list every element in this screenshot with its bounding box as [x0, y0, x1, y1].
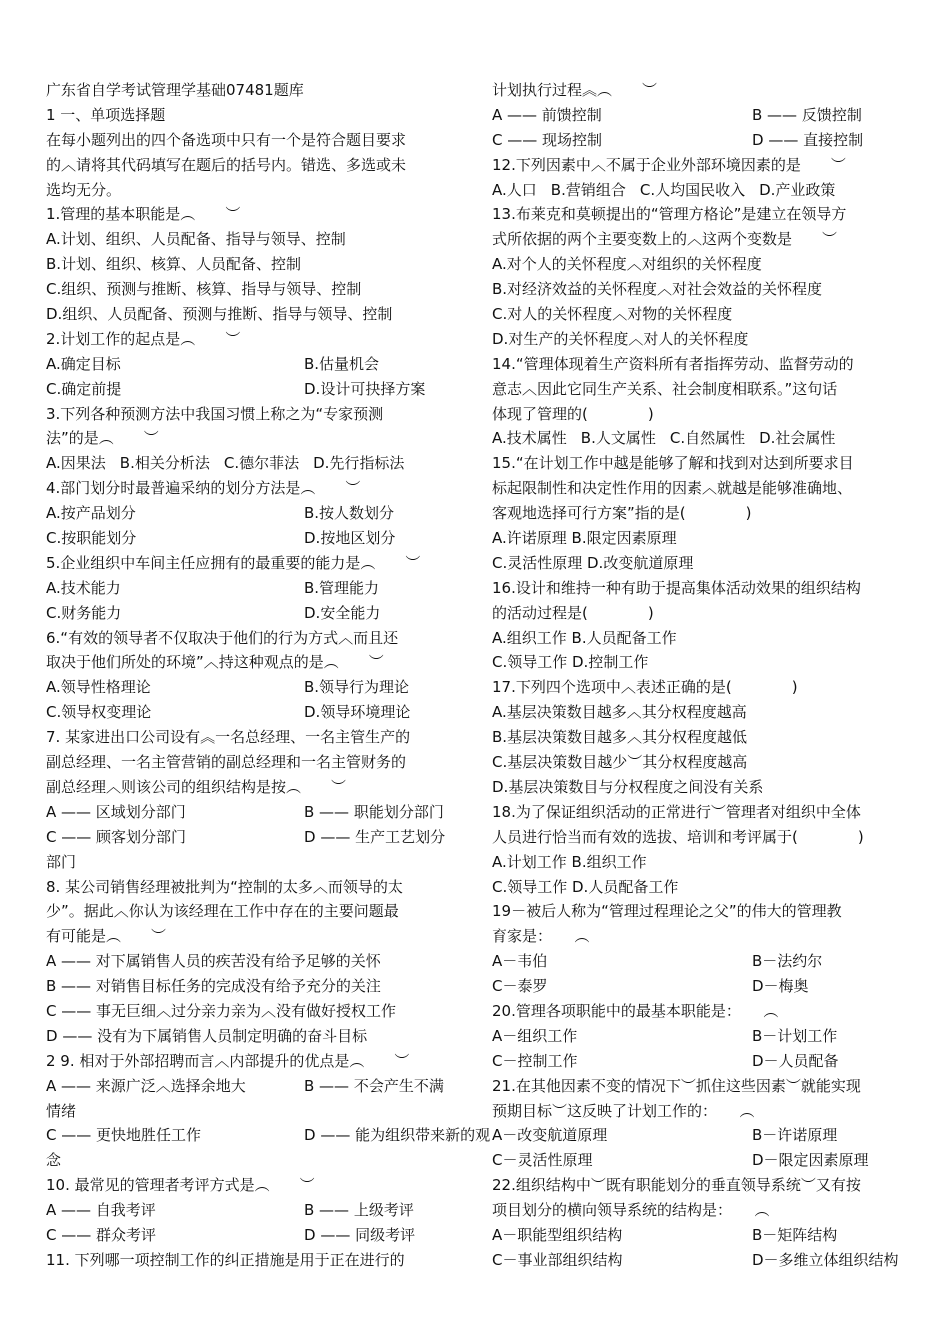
option-text: D.安全能力 [304, 603, 381, 622]
option-text: A－韦伯 [492, 952, 548, 971]
text-line: C.对人的关怀程度︿对物的关怀程度 [492, 305, 733, 324]
text-line: C —— 事无巨细︿过分亲力亲为︿没有做好授权工作 [46, 1001, 397, 1020]
text-line: 体现了管理的( ) [492, 404, 654, 423]
text-line: 6.“有效的领导者不仅取决于他们的行为方式︿而且还 [46, 628, 399, 647]
instructions-line: 在每小题列出的四个备选项中只有一个是符合题目要求 [46, 130, 407, 149]
option-text: C.人均国民收入 [639, 180, 746, 199]
options-row [492, 1123, 908, 1148]
option-text: A —— 前馈控制 [492, 105, 602, 124]
option-text: D —— 直接控制 [752, 130, 864, 149]
text-line: C.灵活性原理 D.改变航道原理 [492, 553, 694, 572]
option-text: A.确定目标 [46, 354, 121, 373]
option-text: A —— 自我考评 [46, 1201, 156, 1220]
right-column [492, 78, 908, 1273]
options-row [46, 352, 461, 377]
option-text: A.技术属性 [492, 429, 567, 448]
option-text: C —— 顾客划分部门 [46, 827, 187, 846]
options-row [46, 1074, 461, 1099]
text-line: 副总经理︿则该公司的组织结构是按︵ ︶ [46, 777, 347, 796]
option-text: B－许诺原理 [752, 1126, 838, 1145]
options-row [492, 1148, 908, 1173]
option-text: B —— 反馈控制 [752, 105, 862, 124]
option-text: C —— 更快地胜任工作 [46, 1126, 202, 1145]
text-line: 部门 [46, 852, 77, 871]
text-line: D —— 没有为下属销售人员制定明确的奋斗目标 [46, 1026, 368, 1045]
option-text: A－职能型组织结构 [492, 1225, 623, 1244]
options-row [46, 377, 461, 402]
text-line: 取决于他们所处的环境”︿持这种观点的是︵ ︶ [46, 653, 384, 672]
option-text: D－限定因素原理 [752, 1151, 869, 1170]
option-text: C.领导权变理论 [46, 703, 152, 722]
option-text: A－组织工作 [492, 1026, 578, 1045]
option-text: A.技术能力 [46, 578, 121, 597]
text-line: B —— 对销售目标任务的完成没有给予充分的关注 [46, 977, 381, 996]
text-line: 4.部门划分时最普遍采纳的划分方法是︵ ︶ [46, 479, 361, 498]
text-line: 的活动过程是( ) [492, 603, 654, 622]
option-text: D－多维立体组织结构 [752, 1250, 899, 1269]
options-row [492, 1248, 908, 1273]
option-text: B —— 上级考评 [304, 1201, 414, 1220]
text-line: A.组织工作 B.人员配备工作 [492, 628, 677, 647]
option-text: C－灵活性原理 [492, 1151, 593, 1170]
option-text: D.设计可抉择方案 [304, 379, 426, 398]
text-line: 计划执行过程︽︵ ︶ [492, 81, 658, 99]
left-column [46, 78, 491, 1273]
options-row [492, 1223, 908, 1248]
document-title: 广东省自学考试管理学基础07481题库 [46, 81, 304, 99]
section-heading: 1 一、单项选择题 [46, 105, 166, 124]
text-line: 客观地选择可行方案”指的是( ) [492, 504, 752, 523]
option-text: C —— 群众考评 [46, 1225, 157, 1244]
option-text: D.产业政策 [759, 180, 836, 199]
options-row [492, 178, 908, 203]
text-line: 1.管理的基本职能是︵ ︶ [46, 205, 241, 224]
text-line: 标起限制性和决定性作用的因素︿就越是能够准确地、 [492, 479, 853, 498]
text-line: 有可能是︵ ︶ [46, 927, 167, 946]
text-line: 人员进行恰当而有效的选拔、培训和考评属于( ) [492, 827, 864, 846]
text-line: 项目划分的横向领导系统的结构是： ︵ [492, 1201, 770, 1220]
option-text: A.因果法 [46, 454, 106, 473]
options-row [492, 1024, 908, 1049]
option-text: B —— 不会产生不满 [304, 1076, 444, 1095]
option-text: B.按人数划分 [304, 504, 395, 523]
options-row [492, 426, 908, 451]
option-text: B.营销组合 [550, 180, 626, 199]
option-text: B.领导行为理论 [304, 678, 410, 697]
options-row [46, 1123, 491, 1148]
options-row [492, 103, 908, 128]
text-line: C.组织、预测与推断、核算、指导与领导、控制 [46, 280, 362, 299]
option-text: C.财务能力 [46, 603, 122, 622]
text-line: A.计划、组织、人员配备、指导与领导、控制 [46, 230, 346, 249]
text-line: 21.在其他因素不变的情况下︶抓住这些因素︶就能实现 [492, 1076, 861, 1095]
option-text: C.德尔菲法 [223, 454, 300, 473]
text-line: 预期目标︶这反映了计划工作的： ︵ [492, 1101, 755, 1120]
options-row [492, 949, 908, 974]
text-line: 14.“管理体现着生产资料所有者指挥劳动、监督劳动的 [492, 354, 854, 373]
instructions-line: 的︿请将其代码填写在题后的括号内。错选、多选或未 [46, 155, 407, 174]
text-line: B.计划、组织、核算、人员配备、控制 [46, 255, 302, 274]
text-line: 副总经理、一名主管营销的副总经理和一名主管财务的 [46, 753, 407, 772]
text-line: 法”的是︵ ︶ [46, 429, 159, 448]
text-line: 10. 最常见的管理者考评方式是︵ ︶ [46, 1176, 315, 1195]
options-row [46, 700, 461, 725]
text-line: 22.组织结构中︶既有职能划分的垂直领导系统︶又有按 [492, 1176, 861, 1195]
options-row [46, 800, 461, 825]
options-row [46, 1223, 461, 1248]
option-text: C－泰罗 [492, 977, 548, 996]
options-row [46, 601, 461, 626]
option-text: C.按职能划分 [46, 529, 137, 548]
text-line: 2 9. 相对于外部招聘而言︿内部提升的优点是︵ ︶ [46, 1051, 410, 1070]
text-line: A.许诺原理 B.限定因素原理 [492, 529, 677, 548]
option-text: D.按地区划分 [304, 529, 396, 548]
options-row [46, 501, 461, 526]
text-line: 18.为了保证组织活动的正常进行︶管理者对组织中全体 [492, 802, 861, 821]
text-line: 15.“在计划工作中越是能够了解和找到对达到所要求目 [492, 454, 854, 473]
option-text: D.领导环境理论 [304, 703, 411, 722]
text-line: 8. 某公司销售经理被批判为“控制的太多︿而领导的太 [46, 877, 403, 896]
options-row [46, 576, 461, 601]
option-text: B.相关分析法 [119, 454, 210, 473]
option-text: D —— 生产工艺划分 [304, 827, 446, 846]
text-line: 12.下列因素中︿不属于企业外部环境因素的是 ︶ [492, 155, 846, 174]
option-text: B.管理能力 [304, 578, 380, 597]
text-line: A.对个人的关怀程度︿对组织的关怀程度 [492, 255, 762, 274]
text-line: C.基层决策数目越少︶其分权程度越高 [492, 753, 748, 772]
text-line: A.基层决策数目越多︿其分权程度越高 [492, 703, 747, 722]
options-row [46, 451, 461, 476]
option-text: D.社会属性 [759, 429, 836, 448]
option-text: D —— 能为组织带来新的观 [304, 1126, 491, 1145]
text-line: C.领导工作 D.控制工作 [492, 653, 649, 672]
options-row [46, 825, 461, 850]
option-text: A－改变航道原理 [492, 1126, 608, 1145]
option-text: B.人文属性 [580, 429, 656, 448]
option-text: C.自然属性 [669, 429, 746, 448]
options-row [46, 526, 461, 551]
text-line: 育家是： ︵ [492, 927, 590, 946]
options-row [46, 675, 461, 700]
option-text: A.领导性格理论 [46, 678, 151, 697]
text-line: 式所依据的两个主要变数上的︿这两个变数是 ︶ [492, 230, 838, 249]
option-text: D－梅奥 [752, 977, 809, 996]
text-line: A.计划工作 B.组织工作 [492, 852, 647, 871]
option-text: B－矩阵结构 [752, 1225, 838, 1244]
text-line: 20.管理各项职能中的最基本职能是： ︵ [492, 1001, 779, 1020]
option-text: A —— 区域划分部门 [46, 802, 186, 821]
option-text: A.按产品划分 [46, 504, 136, 523]
text-line: 7. 某家进出口公司设有︽一名总经理、一名主管生产的 [46, 728, 411, 747]
option-text: D —— 同级考评 [304, 1225, 416, 1244]
text-line: 19－被后人称为“管理过程理论之父”的伟大的管理教 [492, 902, 842, 921]
options-row [492, 128, 908, 153]
option-text: C－控制工作 [492, 1051, 578, 1070]
option-text: D.先行指标法 [313, 454, 405, 473]
option-text: B－法约尔 [752, 952, 823, 971]
option-text: B.估量机会 [304, 354, 380, 373]
text-line: 意志︿因此它同生产关系、社会制度相联系。”这句话 [492, 379, 838, 398]
option-text: C.确定前提 [46, 379, 122, 398]
text-line: 情绪 [46, 1101, 77, 1120]
text-line: C.领导工作 D.人员配备工作 [492, 877, 679, 896]
option-text: A.人口 [492, 180, 537, 199]
text-line: 3.下列各种预测方法中我国习惯上称之为“专家预测 [46, 404, 384, 423]
text-line: 5.企业组织中车间主任应拥有的最重要的能力是︵ ︶ [46, 553, 421, 572]
options-row [46, 1198, 461, 1223]
option-text: B－计划工作 [752, 1026, 838, 1045]
text-line: D.基层决策数目与分权程度之间没有关系 [492, 777, 764, 796]
instructions-line: 选均无分。 [46, 180, 122, 199]
text-line: 13.布莱克和莫顿提出的“管理方格论”是建立在领导方 [492, 205, 847, 224]
text-line: A —— 对下属销售人员的疾苦没有给予足够的关怀 [46, 952, 381, 971]
option-text: D－人员配备 [752, 1051, 839, 1070]
text-line: 2.计划工作的起点是︵ ︶ [46, 329, 241, 348]
text-line: 16.设计和维持一种有助于提高集体活动效果的组织结构 [492, 578, 861, 597]
options-row [492, 974, 908, 999]
option-text: A —— 来源广泛︿选择余地大 [46, 1076, 246, 1095]
text-line: B.基层决策数目越多︿其分权程度越低 [492, 728, 748, 747]
text-line: 11. 下列哪一项控制工作的纠正措施是用于正在进行的 [46, 1250, 405, 1269]
text-line: 念 [46, 1151, 62, 1170]
text-line: D.对生产的关怀程度︿对人的关怀程度 [492, 329, 749, 348]
text-line: 少”。据此︿你认为该经理在工作中存在的主要问题最 [46, 902, 399, 921]
text-line: B.对经济效益的关怀程度︿对社会效益的关怀程度 [492, 280, 823, 299]
option-text: C－事业部组织结构 [492, 1250, 623, 1269]
text-line: 17.下列四个选项中︿表述正确的是( ) [492, 678, 798, 697]
option-text: C —— 现场控制 [492, 130, 603, 149]
option-text: B —— 职能划分部门 [304, 802, 444, 821]
options-row [492, 1049, 908, 1074]
text-line: D.组织、人员配备、预测与推断、指导与领导、控制 [46, 305, 393, 324]
